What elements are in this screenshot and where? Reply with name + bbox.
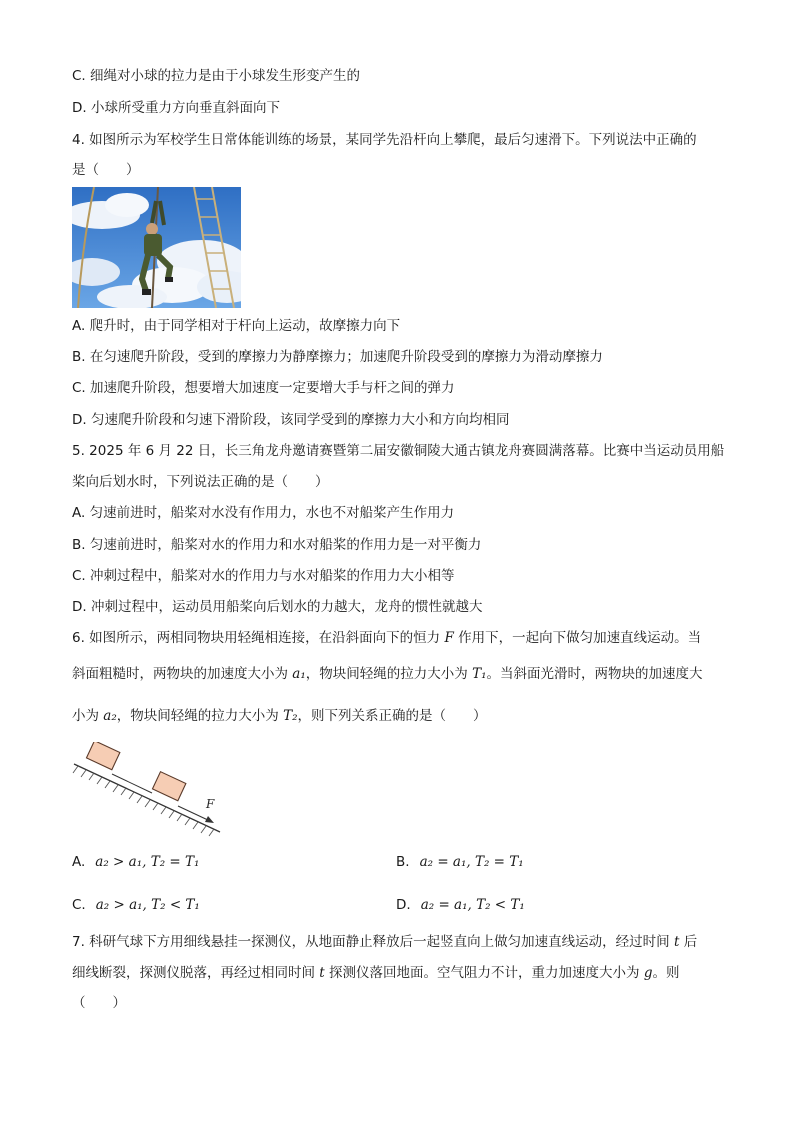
q3-option-d: D. 小球所受重力方向垂直斜面向下: [72, 100, 280, 116]
q6-option-b: B. a₂ = a₁, T₂ = T₁: [396, 854, 524, 870]
q7-stem-line1: 7. 科研气球下方用细线悬挂一探测仪，从地面静止释放后一起竖直向上做匀加速直线运动，经过时间 t 后: [72, 934, 698, 950]
q5-option-d: D. 冲刺过程中，运动员用船桨向后划水的力越大，龙舟的惯性就越大: [72, 599, 483, 615]
q4-option-b: B. 在匀速爬升阶段，受到的摩擦力为静摩擦力；加速爬升阶段受到的摩擦力为滑动摩擦力: [72, 349, 603, 365]
q6-stem-line1: 6. 如图所示，两相同物块用轻绳相连接，在沿斜面向下的恒力 F 作用下，一起向下做匀加速直线运动。当: [72, 630, 702, 646]
q4-stem-line2: 是（ ）: [72, 162, 140, 178]
q5-option-c: C. 冲刺过程中，船桨对水的作用力与水对船桨的作用力大小相等: [72, 568, 455, 584]
q7-stem-line3: （ ）: [72, 995, 126, 1011]
q6-stem-line2: 斜面粗糙时，两物块的加速度大小为 a₁，物块间轻绳的拉力大小为 T₁。当斜面光滑时，两物块的加速度大: [72, 666, 703, 682]
q5-option-a: A. 匀速前进时，船桨对水没有作用力，水也不对船桨产生作用力: [72, 505, 455, 521]
q6-stem-line3: 小为 a₂，物块间轻绳的拉力大小为 T₂，则下列关系正确的是（ ）: [72, 708, 487, 724]
q5-stem-line1: 5. 2025 年 6 月 22 日，长三角龙舟邀请赛暨第二届安徽铜陵大通古镇龙舟赛圆满落幕。比赛中当运动员用船: [72, 443, 725, 459]
q6-option-d: D. a₂ = a₁, T₂ < T₁: [396, 897, 525, 913]
q6-option-a: A. a₂ > a₁, T₂ = T₁: [72, 854, 200, 870]
climbing-training-photo: [72, 187, 241, 308]
incline-blocks-diagram: [68, 742, 230, 838]
q7-stem-line2: 细线断裂，探测仪脱落，再经过相同时间 t 探测仪落回地面。空气阻力不计，重力加速度大小为 g。则: [72, 965, 680, 981]
q5-stem-line2: 桨向后划水时，下列说法正确的是（ ）: [72, 474, 329, 490]
force-label: F: [206, 797, 215, 811]
q5-option-b: B. 匀速前进时，船桨对水的作用力和水对船桨的作用力是一对平衡力: [72, 537, 482, 553]
q3-option-c: C. 细绳对小球的拉力是由于小球发生形变产生的: [72, 68, 361, 84]
q6-option-c: C. a₂ > a₁, T₂ < T₁: [72, 897, 200, 913]
q4-stem-line1: 4. 如图所示为军校学生日常体能训练的场景，某同学先沿杆向上攀爬，最后匀速滑下。下列说法中正确的: [72, 132, 697, 148]
q4-option-d: D. 匀速爬升阶段和匀速下滑阶段，该同学受到的摩擦力大小和方向均相同: [72, 412, 510, 428]
q4-option-a: A. 爬升时，由于同学相对于杆向上运动，故摩擦力向下: [72, 318, 401, 334]
q4-option-c: C. 加速爬升阶段，想要增大加速度一定要增大手与杆之间的弹力: [72, 380, 455, 396]
